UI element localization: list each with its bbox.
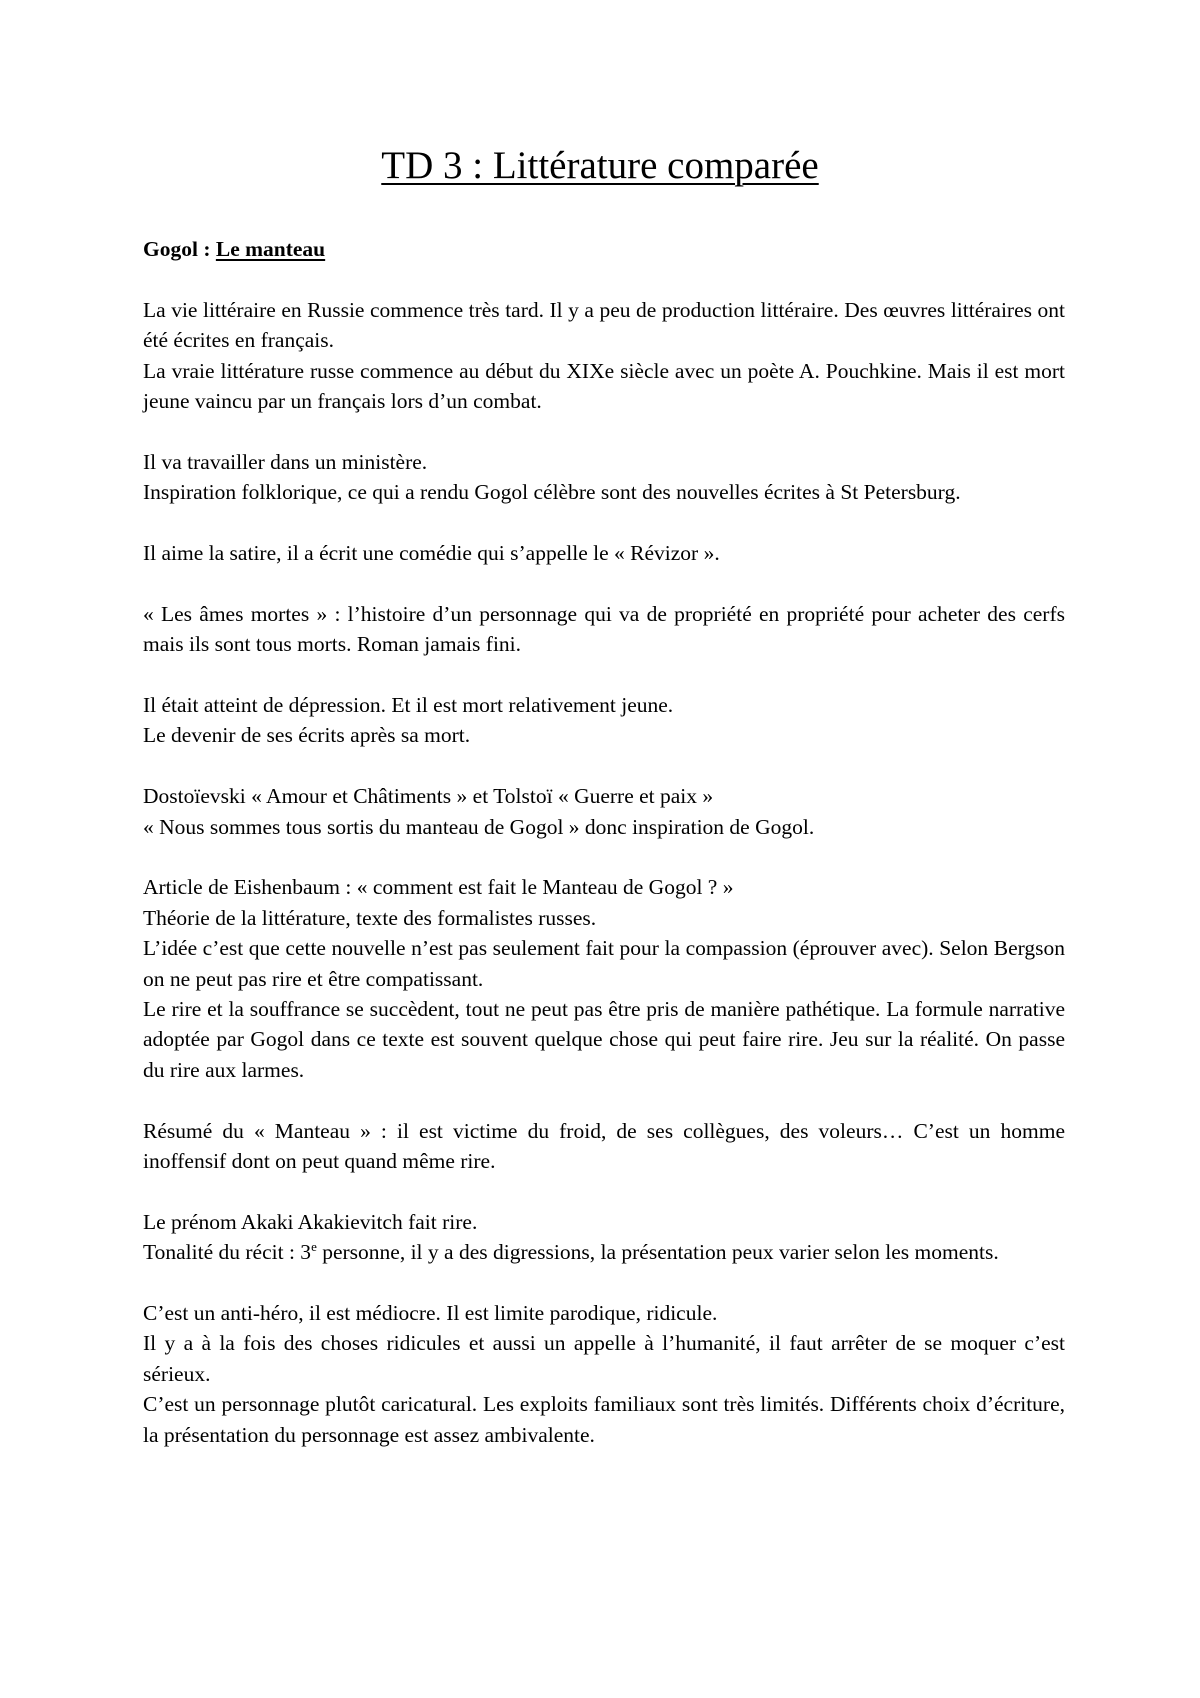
- paragraph-group: [143, 447, 1065, 508]
- paragraph-group: [143, 1207, 1065, 1268]
- paragraph: Il va travailler dans un ministère.: [143, 449, 428, 474]
- paragraph-group: [143, 1116, 1065, 1177]
- paragraph-group: [143, 781, 1065, 842]
- paragraph-group: [143, 872, 1065, 1085]
- paragraph: Inspiration folklorique, ce qui a rendu Gogol célèbre sont des nouvelles écrites à St Petersburg.: [143, 480, 961, 505]
- paragraph-group: [143, 538, 1065, 568]
- document-body: [143, 234, 1065, 1450]
- paragraph-group: [143, 690, 1065, 751]
- paragraph: Le rire et la souffrance se succèdent, tout ne peut pas être pris de manière pathétique. La formule narrative adoptée par Gogol dans ce texte est souvent quelque chose qui peut faire rire. Jeu sur la réalité. On passe du rire aux larmes.: [143, 997, 1065, 1082]
- document-title: TD 3 : Littérature comparée: [381, 144, 819, 187]
- paragraph: Il était atteint de dépression. Et il est mort relativement jeune.: [143, 693, 674, 718]
- paragraph-group: [143, 1298, 1065, 1450]
- paragraph: Article de Eishenbaum : « comment est fait le Manteau de Gogol ? »: [143, 875, 734, 900]
- text-run: Tonalité du récit : 3: [143, 1240, 312, 1265]
- heading-author: Gogol :: [143, 237, 211, 261]
- superscript: e: [311, 1239, 317, 1255]
- paragraph: La vraie littérature russe commence au début du XIXe siècle avec un poète A. Pouchkine. Mais il est mort jeune vaincu par un français lors d’un combat.: [143, 358, 1065, 414]
- paragraph: La vie littéraire en Russie commence très tard. Il y a peu de production littéraire. Des œuvres littéraires ont été écrites en français.: [143, 297, 1065, 353]
- paragraph: « Les âmes mortes » : l’histoire d’un personnage qui va de propriété en propriété pour acheter des cerfs mais ils sont tous morts. Roman jamais fini.: [143, 601, 1065, 657]
- paragraph-group: [143, 295, 1065, 417]
- text-run: personne, il y a des digressions, la présentation peux varier selon les moments.: [316, 1240, 999, 1265]
- paragraph: Le prénom Akaki Akakievitch fait rire.: [143, 1209, 478, 1234]
- paragraph: Il aime la satire, il a écrit une comédie qui s’appelle le « Révizor ».: [143, 541, 720, 566]
- paragraph: Théorie de la littérature, texte des formalistes russes.: [143, 905, 597, 930]
- paragraph: L’idée c’est que cette nouvelle n’est pas seulement fait pour la compassion (éprouver avec). Selon Bergson on ne peut pas rire et être compatissant.: [143, 936, 1065, 991]
- paragraph: C’est un anti-héro, il est médiocre. Il est limite parodique, ridicule.: [143, 1301, 718, 1326]
- paragraph: Le devenir de ses écrits après sa mort.: [143, 723, 471, 748]
- section-heading: [143, 234, 1065, 264]
- heading-work-title: Le manteau: [215, 237, 326, 261]
- paragraph: Il y a à la fois des choses ridicules et aussi un appelle à l’humanité, il faut arrêter de se moquer c’est sérieux.: [143, 1331, 1065, 1386]
- paragraph: C’est un personnage plutôt caricatural. Les exploits familiaux sont très limités. Différents choix d’écriture, la présentation du personnage est assez ambivalente.: [143, 1392, 1065, 1447]
- paragraph: [143, 1237, 1065, 1267]
- paragraph: « Nous sommes tous sortis du manteau de Gogol » donc inspiration de Gogol.: [143, 814, 815, 839]
- paragraph-group: [143, 599, 1065, 660]
- paragraph: Résumé du « Manteau » : il est victime du froid, de ses collègues, des voleurs… C’est un homme inoffensif dont on peut quand même rire.: [143, 1118, 1065, 1174]
- paragraph: Dostoïevski « Amour et Châtiments » et Tolstoï « Guerre et paix »: [143, 784, 714, 809]
